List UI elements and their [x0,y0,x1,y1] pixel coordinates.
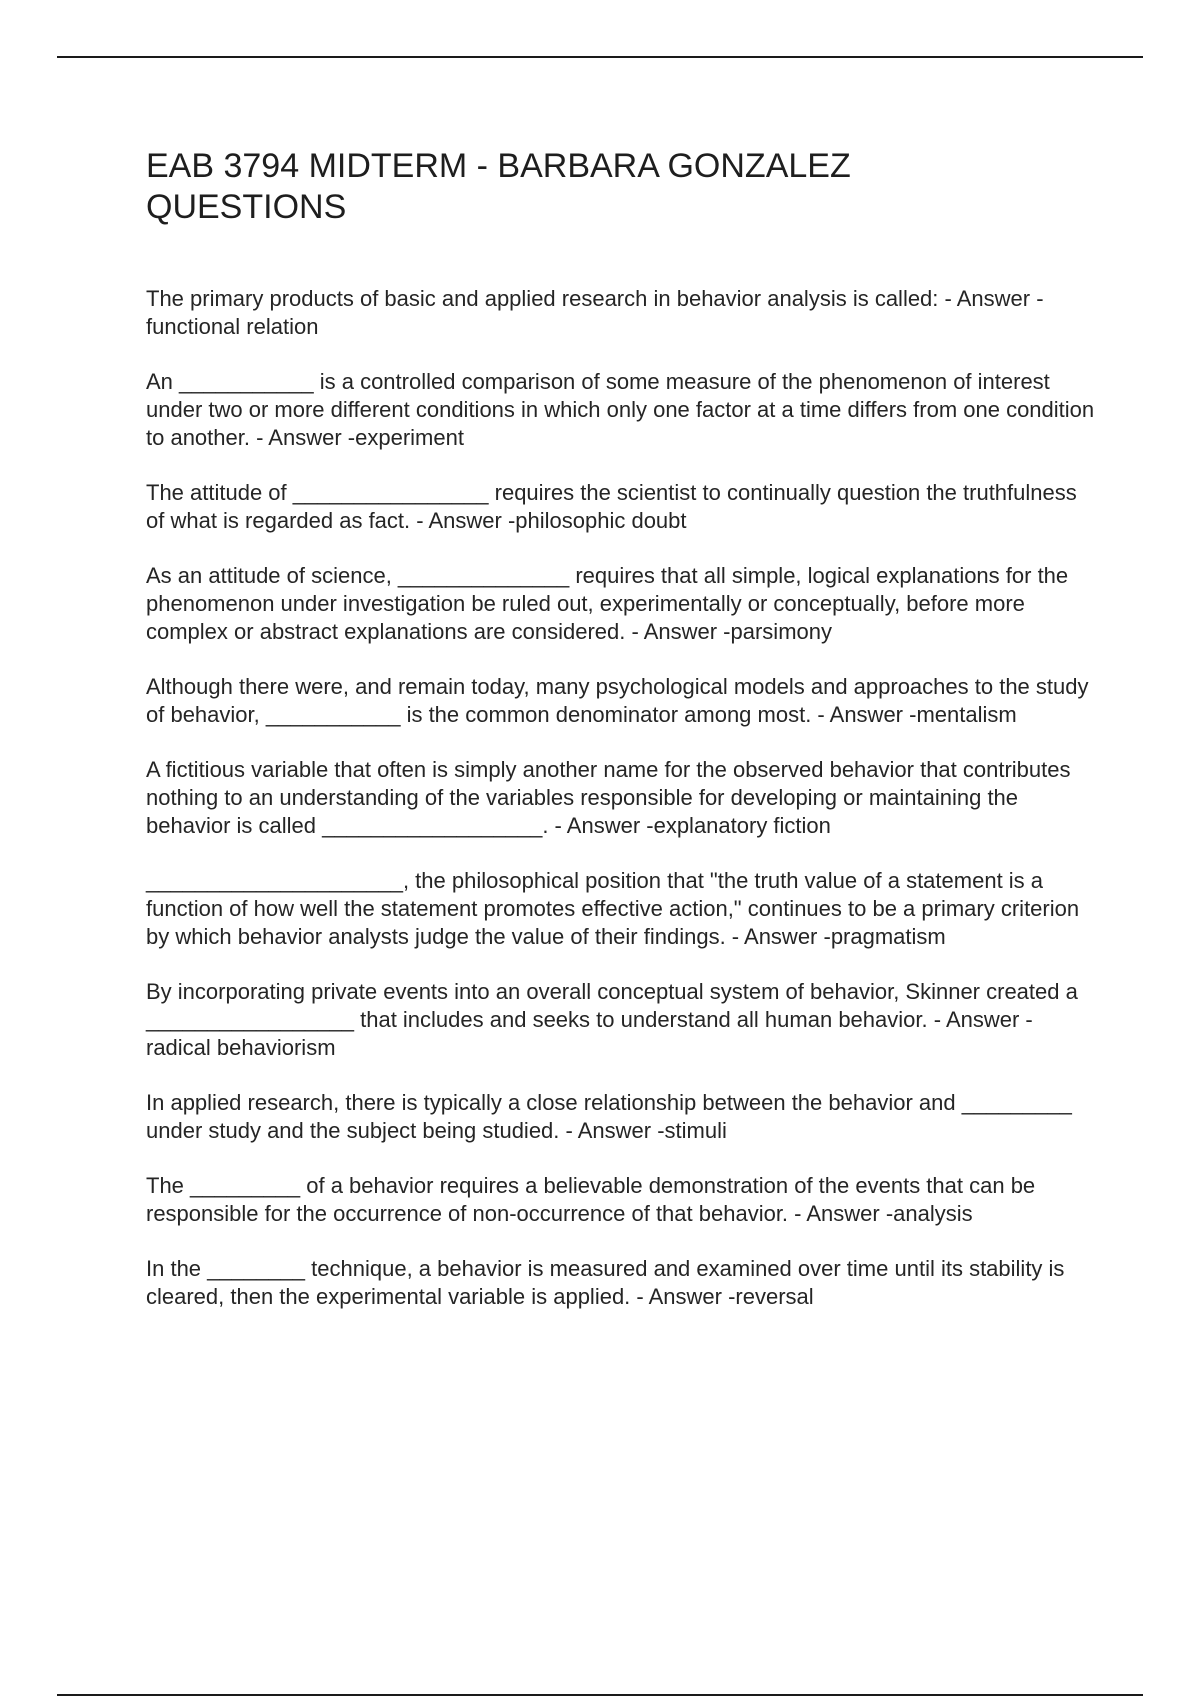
top-rule [57,56,1143,58]
title-line-2: QUESTIONS [146,188,347,226]
question-item-3: The attitude of ________________ requires the scientist to continually question the truthfulness of what is regarded as fact. - Answer -philosophic doubt [146,480,1077,533]
question-item-1: The primary products of basic and applied research in behavior analysis is called: - Answer -functional relation [146,286,1044,339]
document-body [146,146,1096,1338]
bottom-rule [57,1694,1143,1696]
question-list [146,285,1096,1311]
title-line-1: EAB 3794 MIDTERM - BARBARA GONZALEZ [146,147,851,185]
question-item-9: In applied research, there is typically a close relationship between the behavior and _________ under study and the subject being studied. - Answer -stimuli [146,1090,1072,1143]
question-item-2: An ___________ is a controlled comparison of some measure of the phenomenon of interest under two or more different conditions in which only one factor at a time differs from one condition to another. - Answer -experiment [146,369,1095,450]
question-item-5: Although there were, and remain today, many psychological models and approaches to the study of behavior, ___________ is the common denominator among most. - Answer -mentalism [146,674,1089,727]
document-title [146,146,1096,228]
question-item-10: The _________ of a behavior requires a believable demonstration of the events that can be responsible for the occurrence of non-occurrence of that behavior. - Answer -analysis [146,1173,1036,1226]
question-item-4: As an attitude of science, ______________ requires that all simple, logical explanations for the phenomenon under investigation be ruled out, experimentally or conceptually, before more complex or abstract explanations are considered. - Answer -parsimony [146,563,1069,644]
question-item-6: A fictitious variable that often is simply another name for the observed behavior that contributes nothing to an understanding of the variables responsible for developing or maintaining the behavior is called __________________. - Answer -explanatory fiction [146,757,1071,838]
question-item-8: By incorporating private events into an overall conceptual system of behavior, Skinner created a _________________ that includes and seeks to understand all human behavior. - Answer -radical behaviorism [146,979,1078,1060]
question-item-11: In the ________ technique, a behavior is measured and examined over time until its stability is cleared, then the experimental variable is applied. - Answer -reversal [146,1256,1065,1309]
question-item-7: _____________________, the philosophical position that "the truth value of a statement is a function of how well the statement promotes effective action," continues to be a primary criterion by which behavior analysts judge the value of their findings. - Answer -pragmatism [146,868,1080,949]
